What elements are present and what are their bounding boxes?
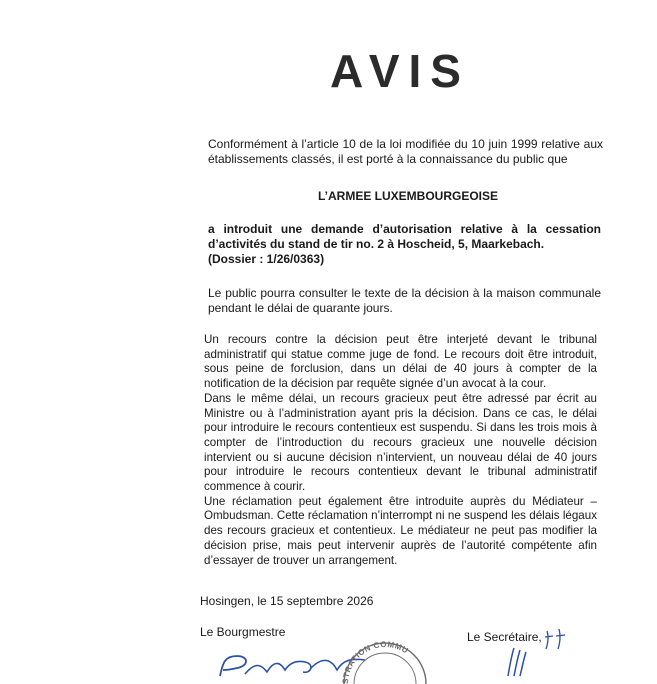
svg-text:STRATION COMMU [341,640,410,684]
appeal-paragraph-gracious: Dans le même délai, un recours gracieux peut être adressé par écrit au Ministre ou à l’administration ayant pris la décision. Dans ce cas, le délai pour introduire le recours contentieux est suspendu. Si dans les trois mois à compter de l’introduction du recours gracieux une nouvelle décision intervient ou si aucune décision n’intervient, un nouveau délai de 40 jours pour introduire le recours contentieux devant le tribunal administratif commence à courir. [204,391,597,494]
secretary-signature-icon [500,646,540,676]
appeal-paragraph-ombudsman: Une réclamation peut également être introduite auprès du Médiateur – Ombudsman. Cette réclamation n’interrompt ni ne suspend les délais légaux des recours gracieux et contentieux. Le médiateur ne peut pas modifier la décision prise, mais peut intervenir auprès de l’autorité compétente afin d’essayer de trouver un arrangement. [204,494,597,567]
secretary-initials-icon [543,627,573,651]
request-paragraph [208,222,601,267]
appeal-section [204,333,597,568]
company-name: L’ARMEE LUXEMBOURGEOISE [318,189,499,203]
secretary-label: Le Secrétaire, [467,630,542,644]
municipal-stamp-icon [340,639,430,684]
intro-paragraph: Conformément à l’article 10 de la loi modifiée du 10 juin 1999 relative aux établissements classés, il est porté à la connaissance du public que [208,137,603,166]
consultation-paragraph: Le public pourra consulter le texte de la décision à la maison communale pendant le délai de quarante jours. [208,286,601,315]
mayor-label: Le Bourgmestre [200,625,286,639]
appeal-paragraph-contentious: Un recours contre la décision peut être interjeté devant le tribunal administratif qui statue comme juge de fond. Le recours doit être introduit, sous peine de forclusion, dans un délai de 40 jours à compter de la notification de la décision par requête signée d’un avocat à la cour. [204,333,597,391]
place-date: Hosingen, le 15 septembre 2026 [200,594,374,608]
page-title: AVIS [330,45,470,97]
stamp-text: STRATION COMMU [340,639,410,684]
dossier-number: (Dossier : 1/26/0363) [208,252,325,266]
request-text: a introduit une demande d’autorisation relative à la cessation d’activités du stand de tir no. 2 à Hoscheid, 5, Maarkebach. [208,222,601,251]
